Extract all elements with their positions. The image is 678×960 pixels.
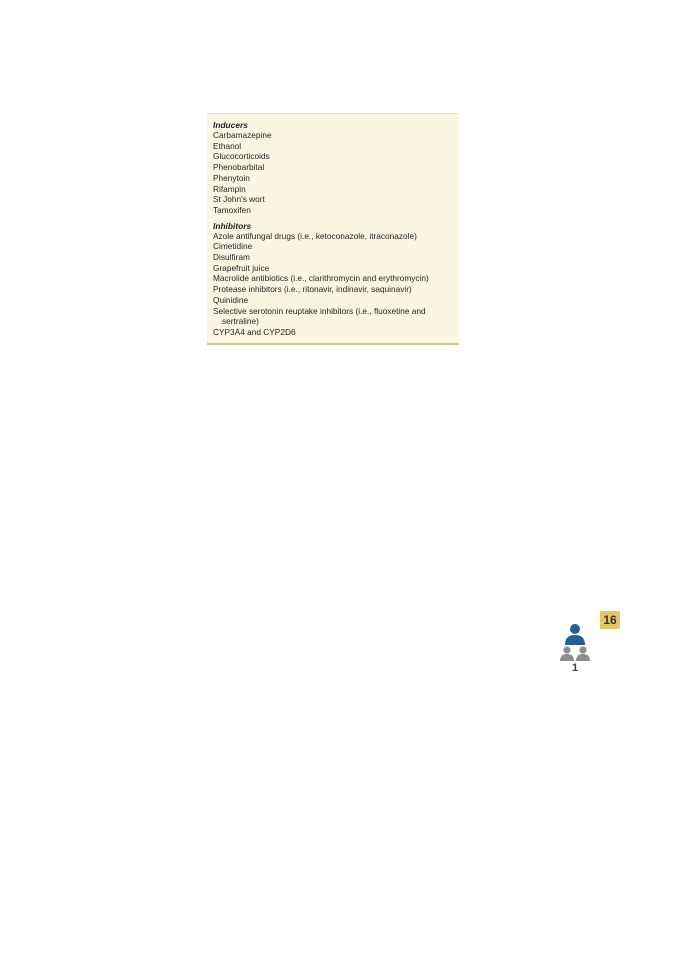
list-item: Rifampin [213,183,246,194]
inhibitors-heading: Inhibitors [213,220,252,231]
list-item: Tamoxifen [213,204,251,215]
list-item: Grapefruit juice [213,262,270,273]
list-item: Phenobarbital [213,162,265,173]
list-item: Quinidine [213,294,249,305]
list-item-continuation: sertraline) [222,316,259,327]
people-widget[interactable] [556,620,596,680]
drug-interaction-table [207,113,459,345]
inducers-heading: Inducers [213,120,248,130]
list-item: Ethanol [213,140,242,151]
list-item: Cimetidine [213,241,253,252]
list-item: Phenytoin [213,172,250,183]
people-group-icon [557,620,593,662]
list-item: Azole antifungal drugs (i.e., ketoconazole, itraconazole) [213,230,417,241]
list-item: Disulfiram [213,252,250,263]
list-item-wrapped [213,306,459,327]
list-item: St John's wort [213,194,265,205]
list-item: Carbamazepine [213,130,272,140]
list-item: Glucocorticoids [213,151,270,162]
inhibitors-list [213,231,459,338]
list-item: Protease inhibitors (i.e., ritonavir, indinavir, saquinavir) [213,284,412,295]
inducers-list [213,130,459,216]
list-item: Macrolide antibiotics (i.e., clarithromycin and erythromycin) [213,273,429,284]
count-badge[interactable]: 16 [600,611,620,629]
participant-count: 1 [571,662,579,674]
list-item-text: Selective serotonin reuptake inhibitors (i.e., fluoxetine and [213,305,426,316]
list-item: CYP3A4 and CYP2D6 [213,326,296,337]
